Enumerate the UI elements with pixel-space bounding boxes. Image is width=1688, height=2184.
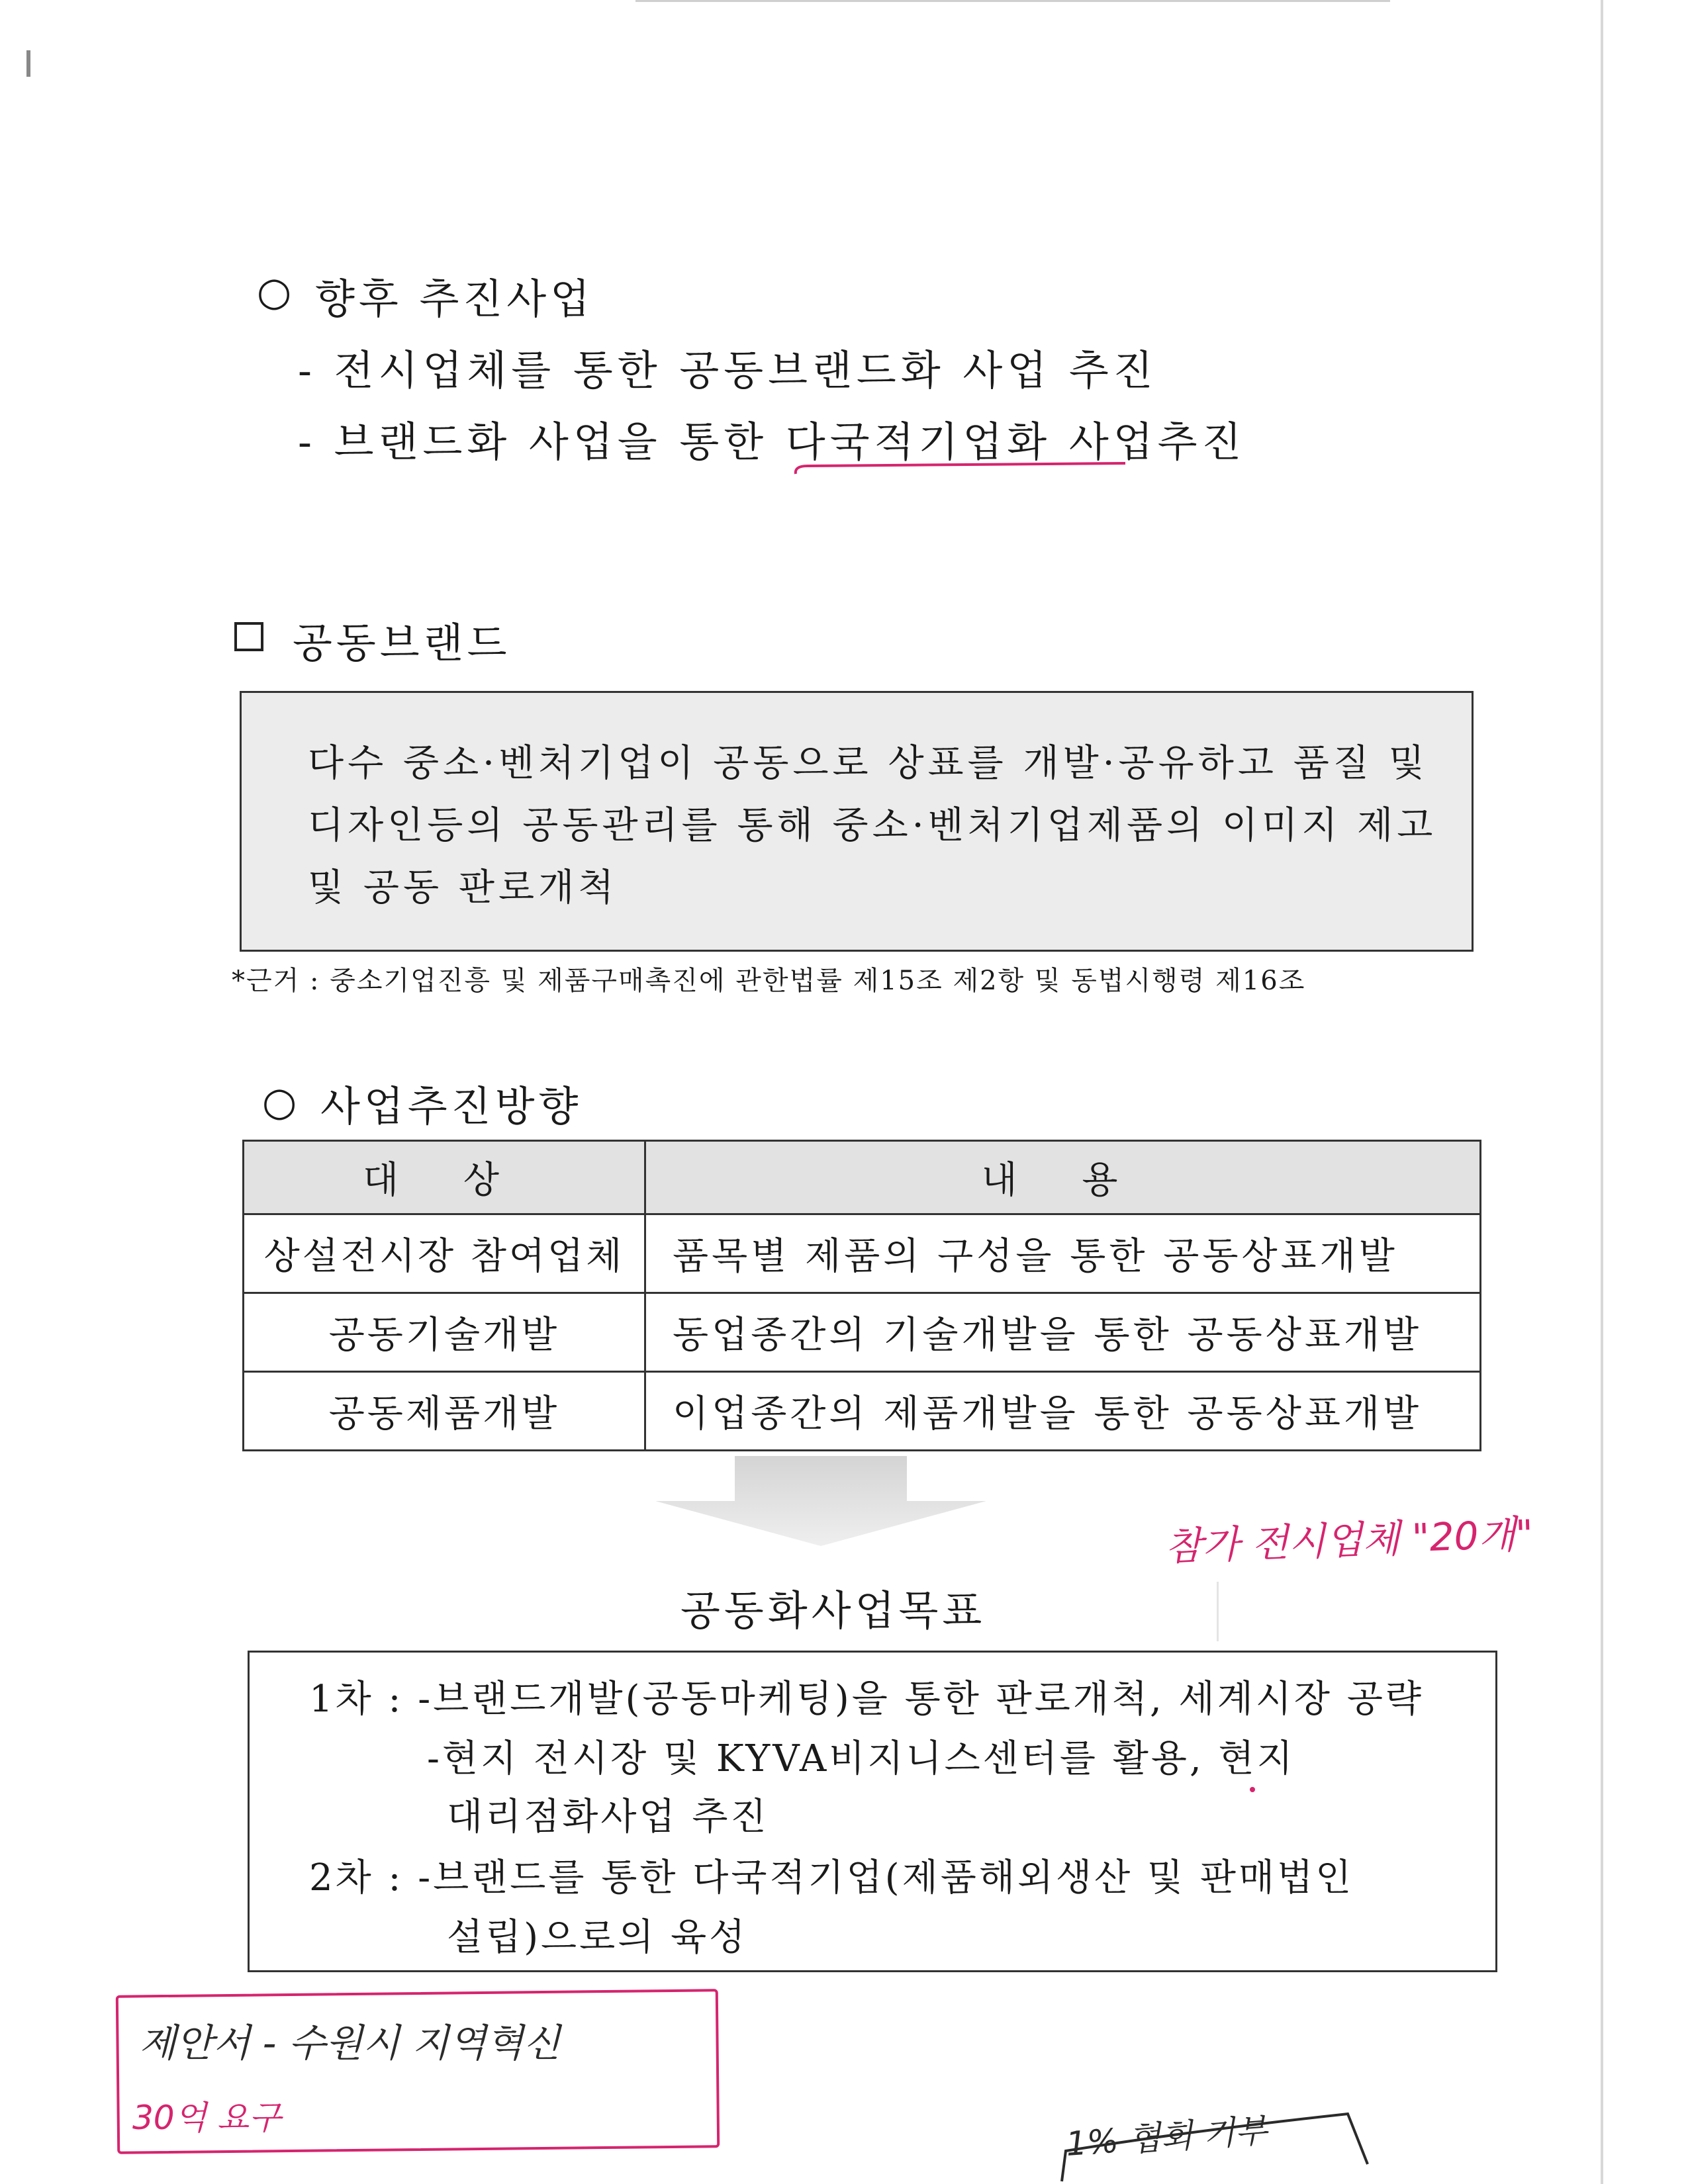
- faint-line-mark: [1217, 1582, 1219, 1641]
- handwritten-note-request: 30억 요구: [132, 2099, 281, 2137]
- handwritten-note-donation: 1% 협회 기부: [1064, 2111, 1268, 2163]
- goal-line-2: -현지 전시장 및 KYVA비지니스센터를 활용, 현지: [427, 1737, 1295, 1780]
- table-row: [244, 1293, 1481, 1372]
- plan-item-2: - 브랜드화 사업을 통한 다국적기업화 사업추진: [298, 418, 1246, 466]
- top-edge-line: [635, 0, 1390, 2]
- goals-box: [248, 1651, 1497, 1972]
- section-title-joint-brand: 공동브랜드: [293, 619, 511, 667]
- definition-line-1: 다수 중소·벤처기업이 공동으로 상표를 개발·공유하고 품질 및: [308, 742, 1429, 785]
- pink-underline-mark: [781, 457, 1139, 483]
- goal-line-5: 설립)으로의 육성: [447, 1916, 748, 1959]
- definition-line-2: 디자인등의 공동관리를 통해 중소·벤처기업제품의 이미지 제고: [308, 804, 1437, 847]
- pink-dot-mark: [1250, 1787, 1255, 1792]
- circle-bullet: ○: [257, 269, 292, 315]
- header-content: 내 용: [645, 1141, 1481, 1214]
- goal-line-1: 1차 : -브랜드개발(공동마케팅)을 통한 판로개척, 세계시장 공략: [309, 1678, 1425, 1721]
- header-target: 대 상: [244, 1141, 645, 1214]
- page-edge-line: [1601, 0, 1603, 2184]
- goal-line-4: 2차 : -브랜드를 통한 다국적기업(제품해외생산 및 판매법인: [309, 1856, 1354, 1899]
- handwritten-note-proposal: 제안서 - 수원시 지역혁신: [139, 2021, 561, 2066]
- section-title-direction: 사업추진방향: [320, 1082, 583, 1130]
- definition-box: [240, 691, 1474, 952]
- plan-item-1: - 전시업체를 통한 공동브랜드화 사업 추진: [298, 346, 1158, 394]
- table-cell-content: 이업종간의 제품개발을 통한 공동상표개발: [645, 1372, 1481, 1451]
- goals-title: 공동화사업목표: [680, 1586, 986, 1635]
- legal-basis-footnote: *근거 : 중소기업진흥 및 제품구매촉진에 관한법률 제15조 제2항 및 동법시행령 제16조: [232, 966, 1306, 996]
- handwritten-bracket-mark: [1056, 2052, 1374, 2184]
- goal-line-3: 대리점화사업 추진: [447, 1796, 769, 1839]
- section-title-future: 향후 추진사업: [315, 275, 594, 323]
- table-cell-target: 공동기술개발: [244, 1293, 645, 1372]
- table-row: [244, 1372, 1481, 1451]
- table-row: [244, 1214, 1481, 1293]
- table-cell-target: 상설전시장 참여업체: [244, 1214, 645, 1293]
- circle-bullet: ○: [262, 1079, 297, 1125]
- table-cell-content: 동업종간의 기술개발을 통한 공동상표개발: [645, 1293, 1481, 1372]
- down-arrow-icon: [642, 1456, 1000, 1549]
- definition-line-3: 및 공동 판로개척: [308, 866, 618, 909]
- direction-table: [242, 1140, 1481, 1451]
- table-cell-target: 공동제품개발: [244, 1372, 645, 1451]
- table-cell-content: 품목별 제품의 구성을 통한 공동상표개발: [645, 1214, 1481, 1293]
- checkbox-icon: [234, 622, 263, 651]
- scan-mark: [26, 50, 30, 77]
- handwritten-note-exhibitors: 참가 전시업체 "20개": [1164, 1511, 1534, 1569]
- table-header-row: [244, 1141, 1481, 1214]
